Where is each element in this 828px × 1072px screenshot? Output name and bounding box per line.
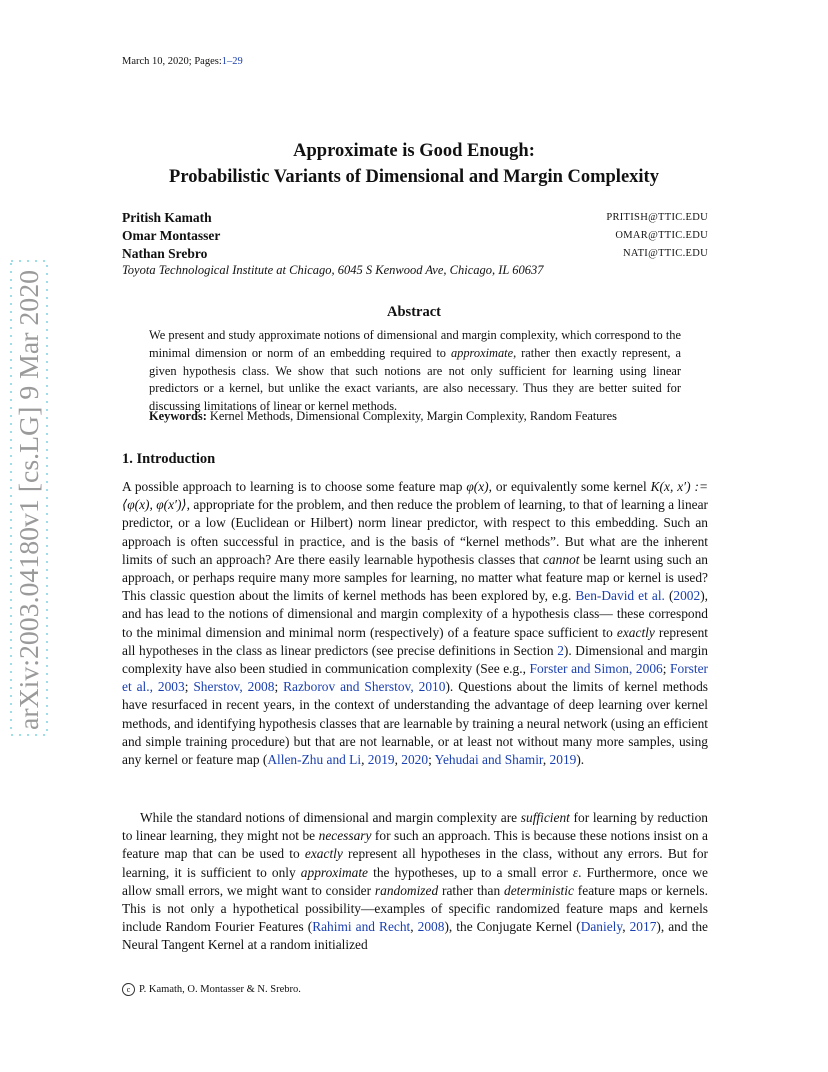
affiliation: Toyota Technological Institute at Chicago, 6045 S Kenwood Ave, Chicago, IL 60637: [122, 263, 544, 277]
citation-link[interactable]: 2017: [629, 919, 657, 935]
author-name: Omar Montasser: [122, 228, 221, 243]
section-link[interactable]: 2: [557, 642, 564, 658]
keywords-list: Kernel Methods, Dimensional Complexity, Margin Complexity, Random Features: [206, 409, 617, 423]
arxiv-stamp[interactable]: [8, 258, 50, 738]
running-header: [122, 56, 243, 67]
author-name: Pritish Kamath: [122, 210, 212, 225]
citation-link[interactable]: 2019: [367, 752, 395, 768]
citation-link[interactable]: Sherstov, 2008: [193, 679, 275, 695]
author-email: NATI@TTIC.EDU: [622, 248, 708, 259]
citation-link[interactable]: 2019: [549, 752, 577, 768]
title-line-2: Probabilistic Variants of Dimensional and Margin Complexity: [169, 167, 659, 187]
section-heading: 1. Introduction: [122, 451, 216, 467]
author-email: OMAR@TTIC.EDU: [615, 230, 708, 241]
pages-link[interactable]: 1–29: [221, 56, 243, 67]
author-row: [122, 209, 708, 227]
copyright-icon: c: [122, 983, 135, 996]
citation-link[interactable]: Forster et al., 2003: [122, 661, 708, 695]
citation-link[interactable]: Rahimi and Recht: [312, 919, 411, 935]
abstract-heading: Abstract: [387, 304, 441, 320]
date-pages: March 10, 2020; Pages:: [122, 56, 222, 67]
intro-paragraph-1: A possible approach to learning is to choose some feature map φ(x), or equivalently some kernel K(x, x′) := ⟨φ(x), φ(x′)⟩, appropriate for the problem, and then reduce the problem of learning, to that of learning a linear predictor, or a low (Euclidean or Hilbert) norm linear predictor, with respect to this embedding. Such an approach is often successful in practice, and is the basis of “kernel methods”. But what are the inherent limits of such an approach? Are there easily learnable hypothesis classes that cannot be learnt using such an approach, or perhaps require many more samples for learning, no matter what feature map or kernel is used? This classic question about the limits of kernel methods has been explored by, e.g. Ben-David et al. (2002), and has lead to the notions of dimensional and margin complexity of a hypothesis class— these correspond to the minimal dimension and minimal norm (respectively) of a feature space sufficient to exactly represent all hypotheses in the class as linear predictors (see precise definitions in Section 2). Dimensional and margin complexity have also been studied in communication complexity (See e.g., Forster and Simon, 2006; Forster et al., 2003; Sherstov, 2008; Razborov and Sherstov, 2010). Questions about the limits of kernel methods have resurfaced in recent years, in the context of understanding the advantage of deep learning over kernel methods, and identifying hypothesis classes that are learnable by training a neural network (using an efficient and simple training procedure) but that are not learnable, or at least not without many more samples, using any kernel or feature map (Allen-Zhu and Li, 2019, 2020; Yehudai and Shamir, 2019).: [122, 479, 709, 768]
abstract-text: We present and study approximate notions of dimensional and margin complexity, which correspond to the minimal dimension or norm of an embedding required to approximate, rather then exactly represent, a given hypothesis class. We show that such notions are not only sufficient for learning using linear predictors or a kernel, but unlike the exact variants, are also necessary. Thus they are better suited for discussing limitations of linear or kernel methods.: [149, 328, 681, 414]
citation-link[interactable]: Allen-Zhu and Li: [267, 752, 362, 768]
citation-link[interactable]: 2002: [673, 588, 701, 604]
paper-title: [100, 138, 728, 190]
citation-link[interactable]: Razborov and Sherstov, 2010: [283, 679, 446, 695]
footer-text: P. Kamath, O. Montasser & N. Srebro.: [139, 984, 301, 995]
arxiv-stamp-text: arXiv:2003.04180v1 [cs.LG] 9 Mar 2020: [14, 283, 44, 730]
author-name: Nathan Srebro: [122, 246, 208, 261]
author-email: PRITISH@TTIC.EDU: [606, 212, 708, 223]
author-row: [122, 245, 708, 263]
keywords: [149, 409, 709, 424]
citation-link[interactable]: Daniely: [580, 919, 623, 935]
citation-link[interactable]: Ben-David et al.: [575, 588, 665, 604]
citation-link[interactable]: Yehudai and Shamir: [434, 752, 543, 768]
title-line-1: Approximate is Good Enough:: [293, 141, 535, 161]
footer: [122, 983, 301, 996]
keywords-label: Keywords:: [149, 409, 207, 423]
citation-link[interactable]: Forster and Simon, 2006: [529, 661, 663, 677]
author-row: [122, 227, 708, 245]
intro-paragraph-2: While the standard notions of dimensional and margin complexity are sufficient for learning by reduction to linear learning, they might not be necessary for such an approach. This is because these notions insist on a feature map that can be used to exactly represent all hypotheses in the class, without any errors. But for learning, it is sufficient to only approximate the hypotheses, up to a small error ε. Furthermore, once we allow small errors, we might want to consider randomized rather than deterministic feature maps or kernels. This is not only a hypothetical possibility—examples of specific randomized feature maps and kernels include Random Fourier Features (Rahimi and Recht, 2008), the Conjugate Kernel (Daniely, 2017), and the Neural Tangent Kernel at a random initialized: [122, 810, 708, 953]
citation-link[interactable]: 2020: [401, 752, 429, 768]
citation-link[interactable]: 2008: [417, 919, 445, 935]
